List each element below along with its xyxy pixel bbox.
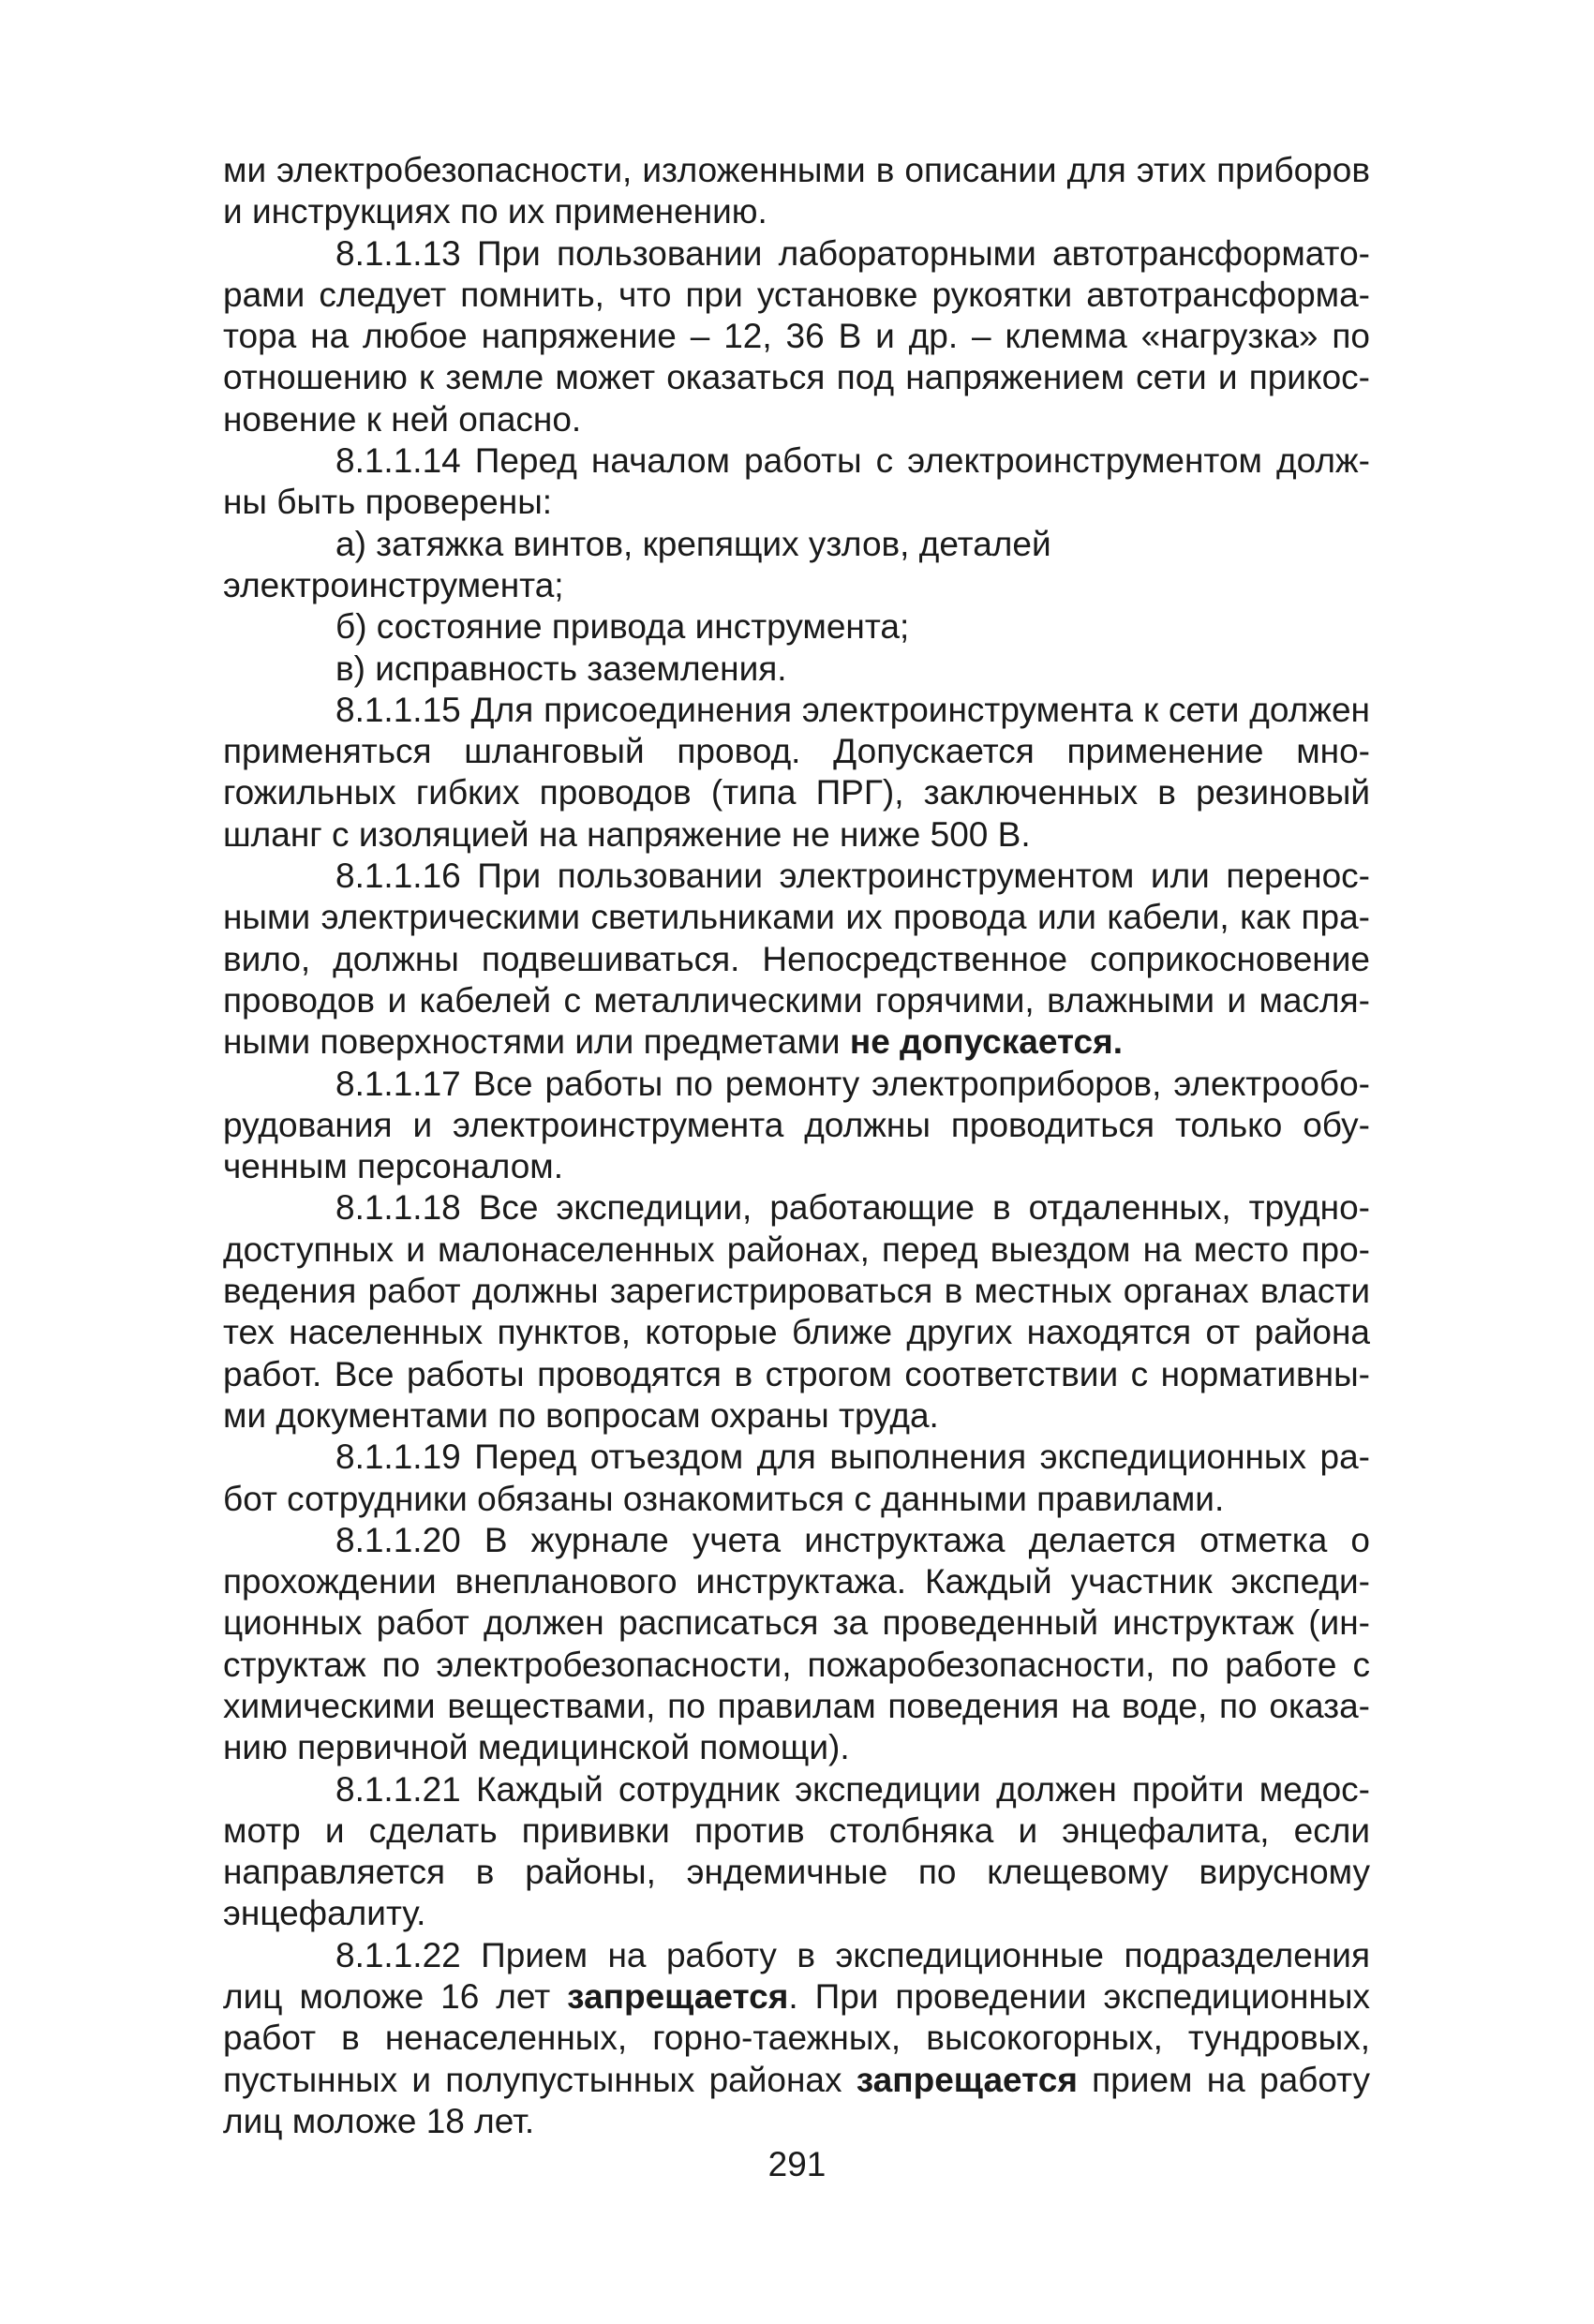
- paragraph: [223, 690, 1370, 856]
- list-item: [223, 606, 1370, 648]
- paragraph: [223, 1769, 1370, 1935]
- page-number: 291: [767, 2145, 827, 2183]
- paragraph-text: в) исправность заземления.: [335, 648, 787, 688]
- paragraph: [223, 1520, 1370, 1769]
- paragraph-text: 8.1.1.14 Перед началом работы с электроинструментом должны быть проверены:: [223, 441, 1370, 522]
- paragraph-text: 8.1.1.20 В журнале учета инструктажа делается отметка о прохождении внепланового инструктажа. Каждый участник экспедиционных работ должен расписаться за проведенный инструктаж (инструктаж по электробезопасности, пожаробезопасности, по работе с химическими веществами, по правилам поведения на воде, по оказанию первичной медицинской помощи).: [223, 1520, 1370, 1767]
- paragraph-text: прием на работу лиц моложе 18 лет.: [223, 2060, 1370, 2140]
- paragraph: [223, 1187, 1370, 1437]
- bold-text: запрещается: [856, 2060, 1078, 2099]
- page-body-text: [223, 150, 1370, 2142]
- paragraph: [223, 150, 1370, 233]
- paragraph-text: а) затяжка винтов, крепящих узлов, деталей электроинструмента;: [223, 524, 1051, 604]
- list-item: [223, 524, 1370, 607]
- paragraph: [223, 856, 1370, 1063]
- bold-text: запрещается: [567, 1977, 789, 2017]
- paragraph-text: 8.1.1.18 Все экспедиции, работающие в отдаленных, труднодоступных и малонаселенных районах, перед выездом на место проведения работ должны зарегистрироваться в местных органах власти тех населенных пунктов, которые ближе других находятся от района работ. Все работы проводятся в строгом соответствии с нормативными документами по вопросам охраны труда.: [223, 1188, 1370, 1435]
- paragraph-text: ми электробезопасности, изложенными в описании для этих приборов и инструкциях по их применению.: [223, 151, 1370, 231]
- paragraph-text: . При проведении экспедиционных работ в ненаселенных, горно-таежных, высокогорных, тундровых, пустынных и полупустынных районах: [223, 1977, 1370, 2099]
- paragraph: [223, 1935, 1370, 2142]
- paragraph-text: 8.1.1.22 Прием на работу в экспедиционные подразделения лиц моложе 16 лет: [223, 1935, 1370, 2017]
- paragraph-text: 8.1.1.13 При пользовании лабораторными автотрансформаторами следует помнить, что при установке рукоятки автотрансформатора на любое напряжение – 12, 36 В и др. – клемма «нагрузка» по отношению к земле может оказаться под напряжением сети и прикосновение к ней опасно.: [223, 233, 1370, 439]
- paragraph-text: 8.1.1.15 Для присоединения электроинструмента к сети должен применяться шланговый провод. Допускается применение многожильных гибких проводов (типа ПРГ), заключенных в резиновый шланг с изоляцией на напряжение не ниже 500 В.: [223, 690, 1370, 854]
- paragraph: [223, 440, 1370, 524]
- paragraph-text: 8.1.1.21 Каждый сотрудник экспедиции должен пройти медосмотр и сделать прививки против столбняка и энцефалита, если направляется в районы, эндемичные по клещевому вирусному энцефалиту.: [223, 1769, 1370, 1933]
- bold-text: не допускается.: [849, 1022, 1123, 1062]
- paragraph: [223, 1437, 1370, 1520]
- paragraph-text: 8.1.1.17 Все работы по ремонту электроприборов, электрооборудования и электроинструмента должны проводиться только обученным персоналом.: [223, 1064, 1370, 1186]
- paragraph-text: 8.1.1.16 При пользовании электроинструментом или переносными электрическими светильниками их провода или кабели, как правило, должны подвешиваться. Непосредственное соприкосновение проводов и кабелей с металлическими горячими, влажными и масляными поверхностями или предметами: [223, 857, 1370, 1062]
- paragraph-text: 8.1.1.19 Перед отъездом для выполнения экспедиционных работ сотрудники обязаны ознакомиться с данными правилами.: [223, 1438, 1370, 1518]
- paragraph: [223, 1064, 1370, 1188]
- paragraph-text: б) состояние привода инструмента;: [335, 607, 910, 647]
- paragraph: [223, 233, 1370, 440]
- list-item: [223, 648, 1370, 690]
